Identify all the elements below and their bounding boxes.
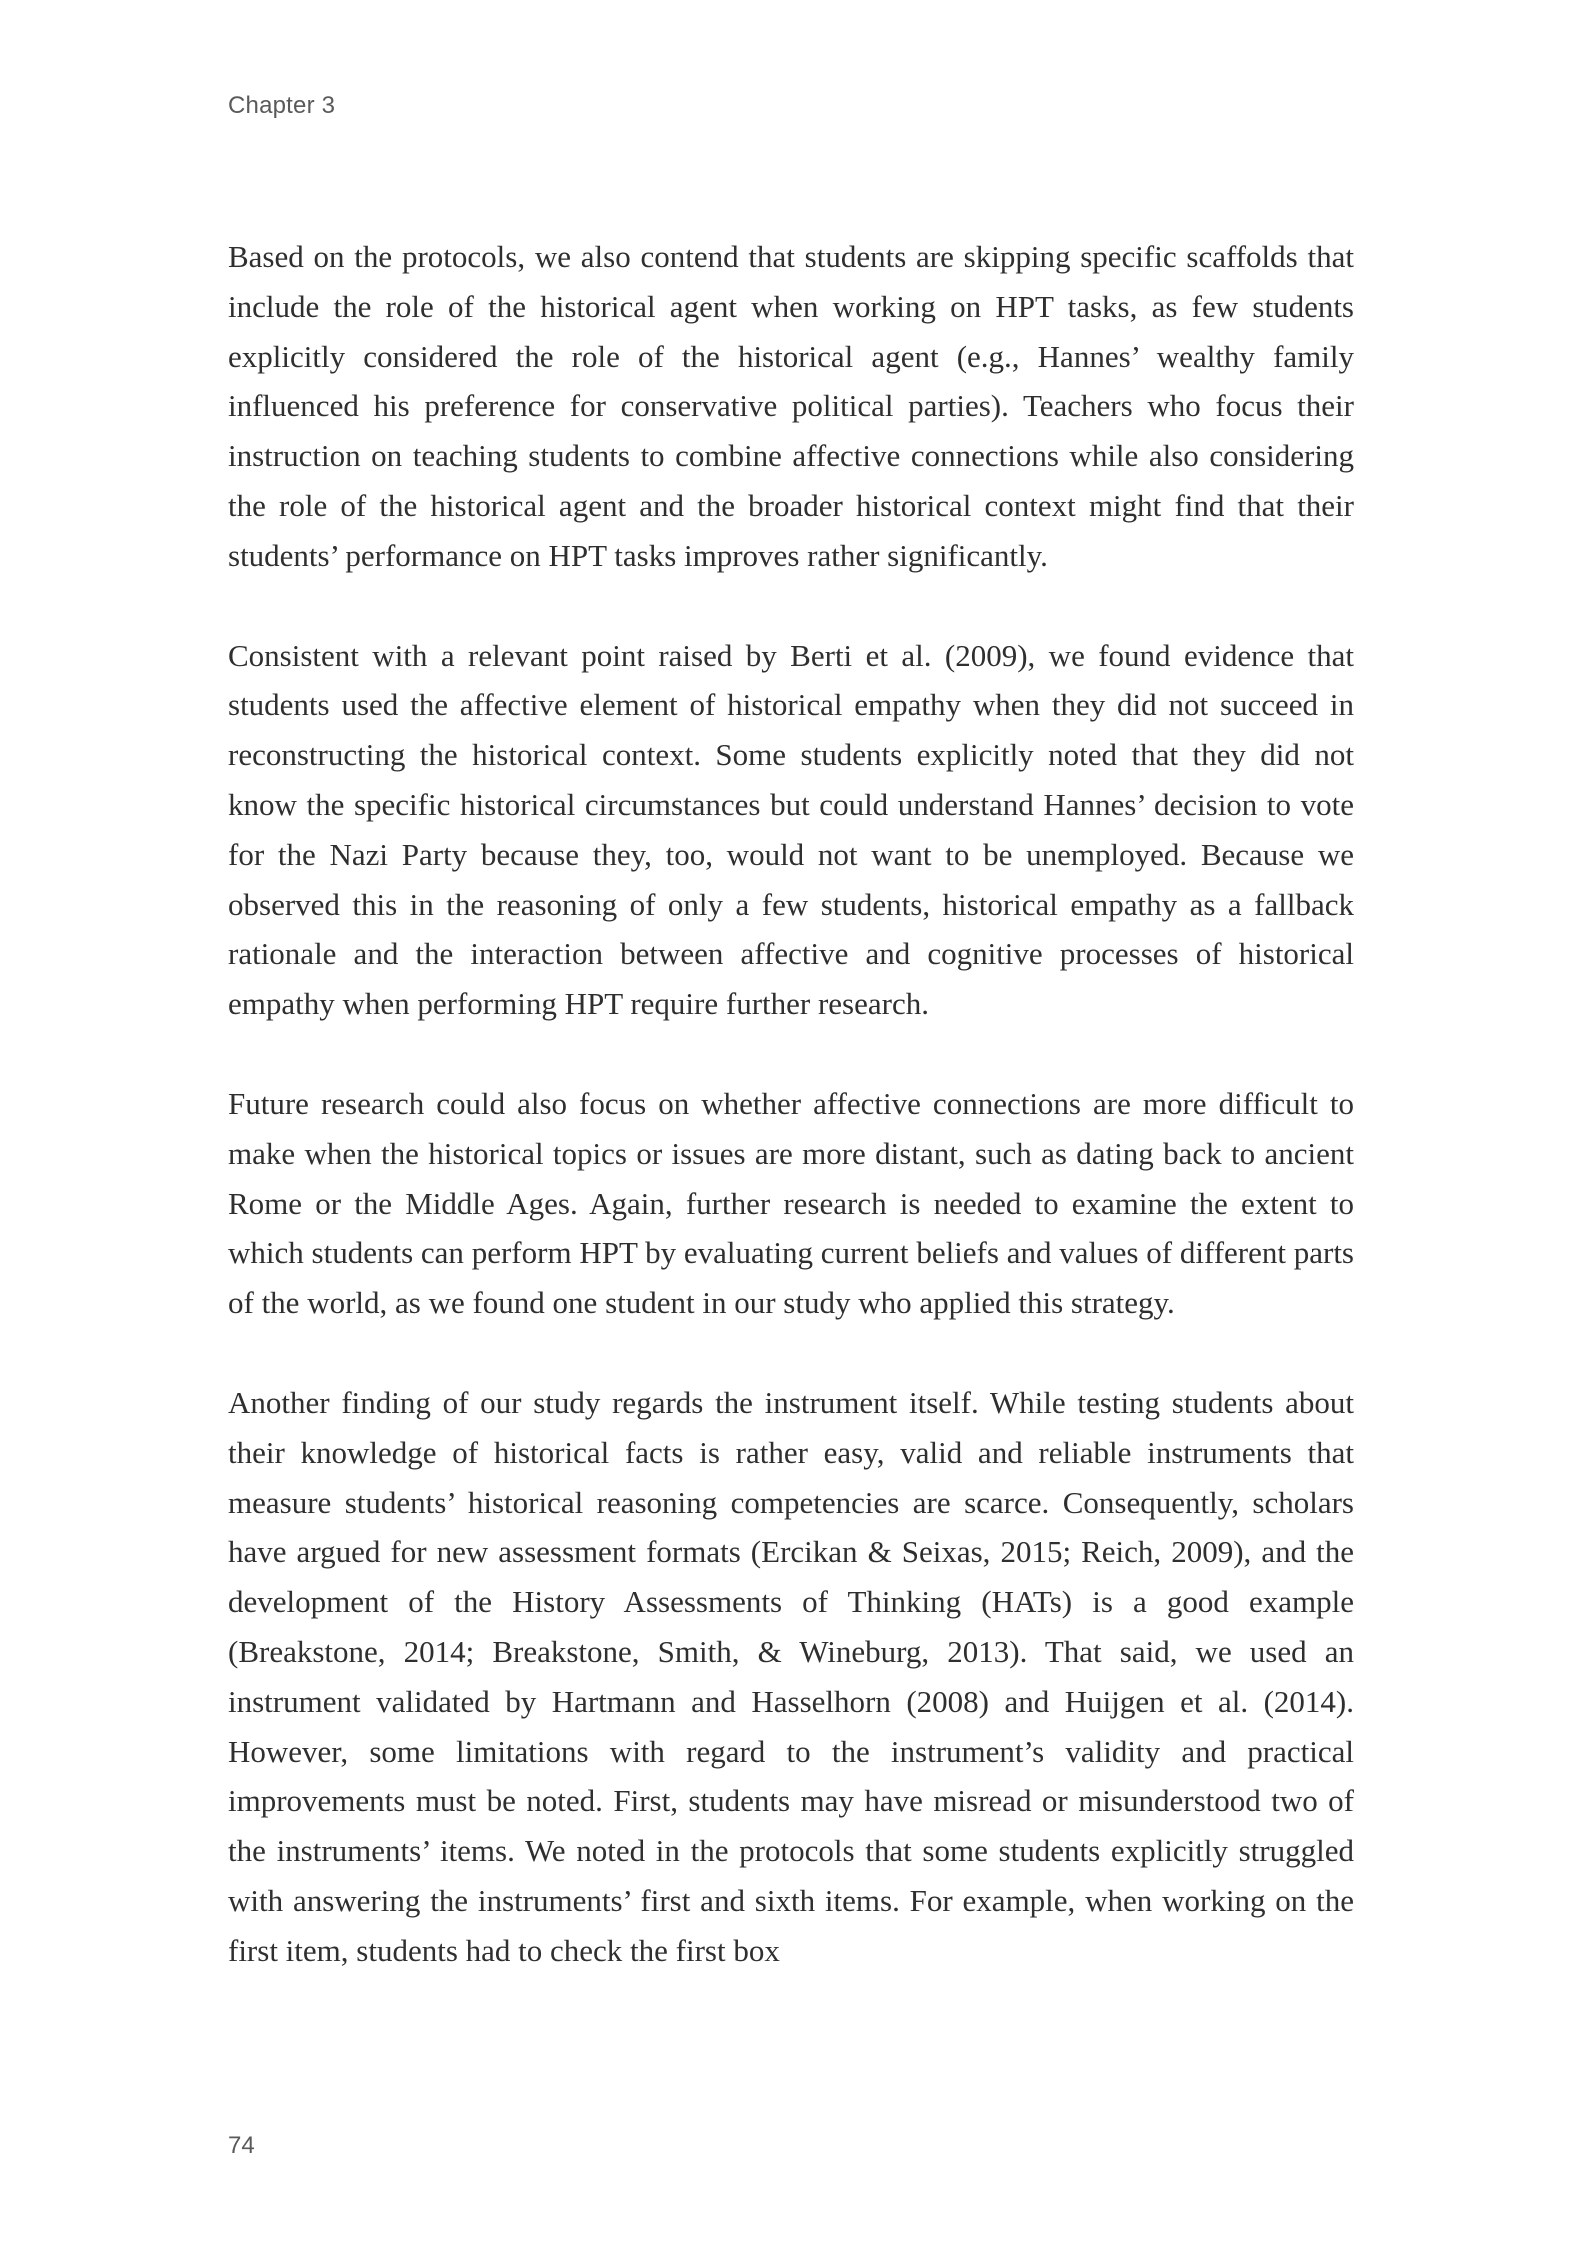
running-head: Chapter 3 (228, 92, 336, 119)
paragraph: Future research could also focus on whether affective connections are more difficult to make when the historical topics or issues are more distant, such as dating back to ancient Rome or the Middle Ages. Again, further research is needed to examine the extent to which students can perform HPT by evaluating current beliefs and values of different parts of the world, as we found one student in our study who applied this strategy. (228, 1085, 1354, 1321)
page-number: 74 (228, 2132, 255, 2159)
paragraph: Based on the protocols, we also contend that students are skipping specific scaffolds that include the role of the historical agent when working on HPT tasks, as few students explicitly considered the role of the historical agent (e.g., Hannes’ wealthy family influenced his preference for conservative political parties). Teachers who focus their instruction on teaching students to combine affective connections while also considering the role of the historical agent and the broader historical context might find that their students’ performance on HPT tasks improves rather significantly. (228, 239, 1354, 573)
body-text (228, 232, 1354, 2026)
paragraph: Another finding of our study regards the instrument itself. While testing students about their knowledge of historical facts is rather easy, valid and reliable instruments that measure students’ historical reasoning competencies are scarce. Consequently, scholars have argued for new assessment formats (Ercikan & Seixas, 2015; Reich, 2009), and the development of the History Assessments of Thinking (HATs) is a good example (Breakstone, 2014; Breakstone, Smith, & Wineburg, 2013). That said, we used an instrument validated by Hartmann and Hasselhorn (2008) and Huijgen et al. (2014). However, some limitations with regard to the instrument’s validity and practical improvements must be noted. First, students may have misread or misunderstood two of the instruments’ items. We noted in the protocols that some students explicitly struggled with answering the instruments’ first and sixth items. For example, when working on the first item, students had to check the first box (228, 1384, 1354, 1968)
paragraph: Consistent with a relevant point raised by Berti et al. (2009), we found evidence that students used the affective element of historical empathy when they did not succeed in reconstructing the historical context. Some students explicitly noted that they did not know the specific historical circumstances but could understand Hannes’ decision to vote for the Nazi Party because they, too, would not want to be unemployed. Because we observed this in the reasoning of only a few students, historical empathy as a fallback rationale and the interaction between affective and cognitive processes of historical empathy when performing HPT require further research. (228, 637, 1354, 1022)
